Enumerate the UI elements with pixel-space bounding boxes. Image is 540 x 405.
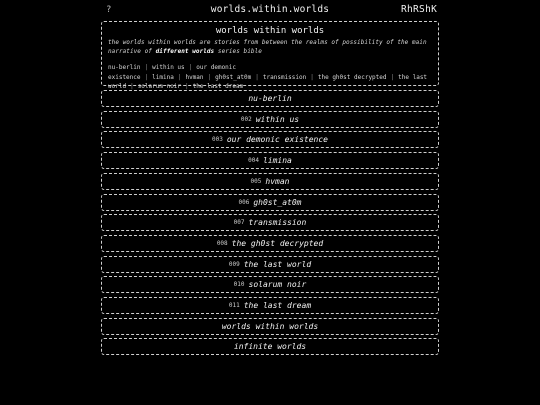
story-number: 004 [248,157,259,165]
story-button[interactable] [101,194,439,211]
story-number: 008 [216,239,228,247]
nav-link[interactable]: the last world [108,73,428,90]
story-label: the gh0st decrypted [231,238,324,248]
story-label: worlds within worlds [221,321,319,331]
story-number: 006 [238,198,250,206]
nav-link[interactable]: solarum noir [137,83,182,90]
story-label: gh0st_at0m [253,197,302,207]
nav-link[interactable]: nu-berlin [108,64,141,71]
nav-separator: | [144,73,149,81]
story-button[interactable] [101,214,439,231]
nav-link[interactable]: our demonic existence [108,64,237,81]
intro-desc-suffix: series bible [217,47,262,55]
intro-desc-text: the worlds within worlds are stories from between the realms of possibility of the main narrative of [108,39,427,55]
nav-separator: | [188,64,193,71]
story-label: within us [255,114,300,124]
story-button[interactable] [101,131,439,148]
intro-heading: worlds within worlds [215,26,325,36]
story-button[interactable] [101,235,439,252]
story-number: 003 [212,136,223,144]
nav-separator: | [390,73,395,81]
top-bar [0,0,540,20]
nav-link[interactable]: limina [152,73,174,81]
story-label: solarum noir [248,280,307,290]
intro-description [108,39,432,56]
story-button[interactable] [101,152,439,169]
story-number: 007 [233,219,245,227]
story-number: 009 [228,260,240,268]
nav-link[interactable]: transmission [262,73,307,81]
story-number: 005 [250,177,262,185]
story-number: 010 [233,281,245,289]
story-number: 011 [228,302,240,309]
nav-separator: | [130,83,134,90]
intro-nav [108,63,432,92]
nav-separator: | [310,73,314,81]
nav-separator: | [185,83,189,90]
story-button[interactable] [101,256,439,273]
nav-link[interactable]: within us [152,64,185,71]
nav-separator: | [144,64,149,71]
intro-panel [101,21,439,90]
story-button[interactable] [101,318,439,335]
story-button[interactable] [101,297,439,314]
nav-link[interactable]: the last dream [192,83,244,90]
story-label: nu-berlin [248,94,292,103]
brand-link[interactable]: RhRShK [401,4,438,15]
story-label: transmission [248,218,307,228]
story-label: our demonic existence [226,135,328,145]
story-button[interactable] [101,173,439,190]
story-label: the last world [243,259,312,269]
story-button[interactable] [101,90,439,107]
nav-link[interactable]: gh0st_at0m [215,73,252,81]
story-button[interactable] [101,111,439,128]
help-button[interactable]: ? [106,5,112,15]
story-label: infinite worlds [233,342,307,352]
nav-separator: | [177,73,182,81]
story-label: hvman [265,176,290,186]
intro-desc-series[interactable]: different worlds [155,47,215,55]
story-label: the last dream [243,301,312,310]
nav-separator: | [207,73,212,81]
story-button[interactable] [101,276,439,293]
story-number: 002 [240,115,252,123]
story-button[interactable] [101,338,439,355]
story-label: limina [262,156,292,166]
site-title[interactable]: worlds.within.worlds [210,4,330,15]
nav-link[interactable]: the gh0st decrypted [317,73,387,81]
nav-link[interactable]: hvman [185,73,204,81]
nav-separator: | [255,73,259,81]
